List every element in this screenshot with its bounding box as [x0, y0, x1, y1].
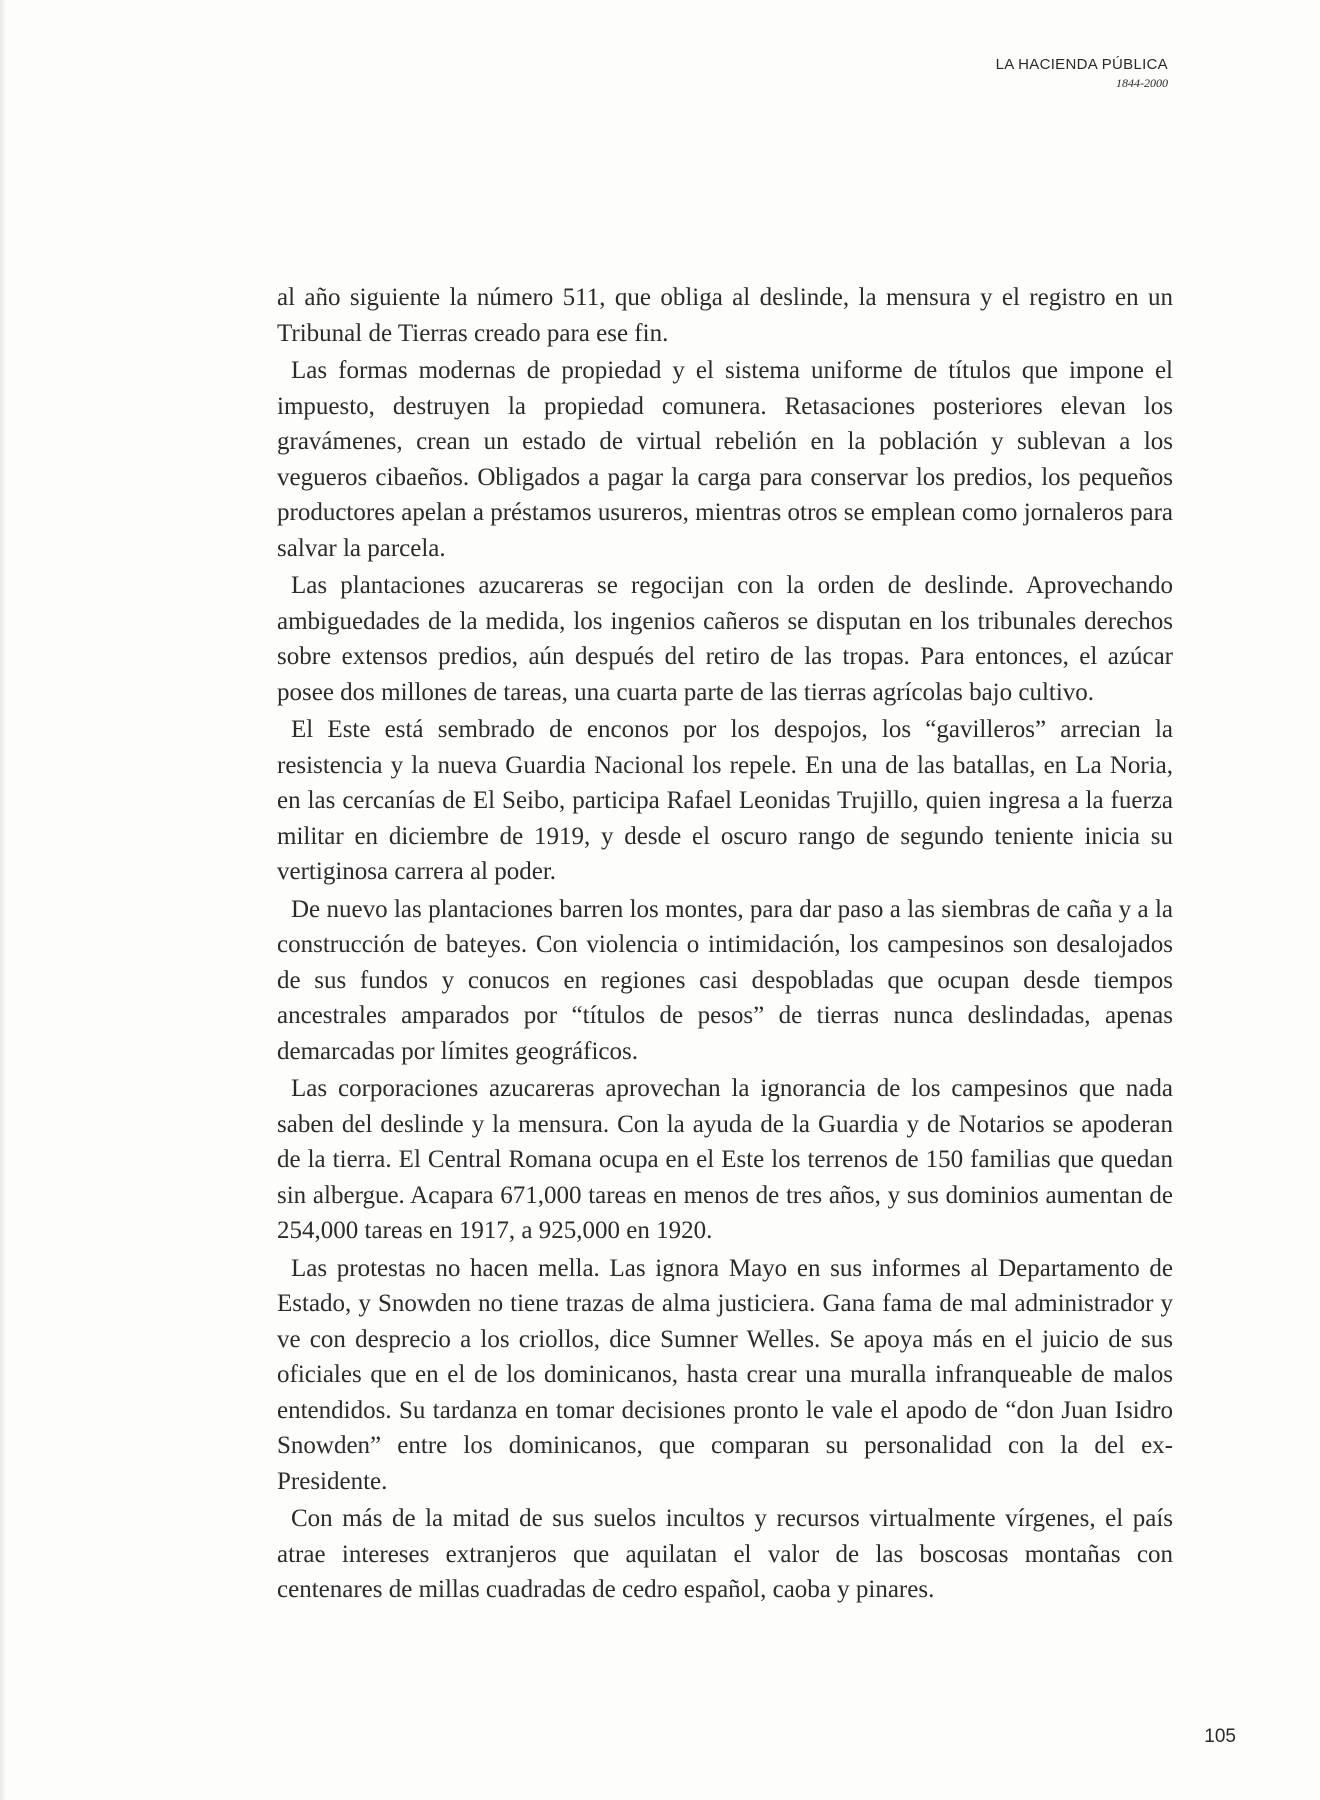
paragraph: Las protestas no hacen mella. Las ignora Mayo en sus informes al Departamento de Estado, y Snowden no tiene trazas de alma justiciera. Gana fama de mal administrador y ve con desprecio a los criollos, dice Sumner Welles. Se apoya más en el juicio de sus oficiales que en el de los dominicanos, hasta crear una muralla infranqueable de malos entendidos. Su tardanza en tomar decisiones pronto le vale el apodo de “don Juan Isidro Snowden” entre los dominicanos, que comparan su personalidad con la del ex-Presidente. [277, 1254, 1173, 1495]
paragraph: Las corporaciones azucareras aprovechan la ignorancia de los campesinos que nada saben del deslinde y la mensura. Con la ayuda de la Guardia y de Notarios se apoderan de la tierra. El Central Romana ocupa en el Este los terrenos de 150 familias que quedan sin albergue. Acapara 671,000 tareas en menos de tres años, y sus dominios aumentan de 254,000 tareas en 1917, a 925,000 en 1920. [277, 1075, 1173, 1244]
paragraph: al año siguiente la número 511, que obliga al deslinde, la mensura y el registro en un Tribunal de Tierras creado para ese fin. [277, 284, 1173, 347]
paragraph: De nuevo las plantaciones barren los montes, para dar paso a las siembras de caña y a la construcción de bateyes. Con violencia o intimidación, los campesinos son desalojados de sus fundos y conucos en regiones casi despobladas que ocupan desde tiempos ancestrales amparados por “títulos de pesos” de tierras nunca deslindadas, apenas demarcadas por límites geográficos. [277, 895, 1173, 1065]
paragraph: Las formas modernas de propiedad y el sistema uniforme de títulos que impone el impuesto, destruyen la propiedad comunera. Retasaciones posteriores elevan los gravámenes, crean un estado de virtual rebelión en la población y sublevan a los vegueros cibaeños. Obligados a pagar la carga para conservar los predios, los pequeños productores apelan a préstamos usureros, mientras otros se emplean como jornaleros para salvar la parcela. [277, 357, 1173, 562]
page-edge-shadow [0, 0, 6, 1800]
paragraph: Las plantaciones azucareras se regocijan con la orden de deslinde. Aprovechando ambiguedades de la medida, los ingenios cañeros se disputan en los tribunales derechos sobre extensos predios, aún después del retiro de las tropas. Para entonces, el azúcar posee dos millones de tareas, una cuarta parte de las tierras agrícolas bajo cultivo. [277, 572, 1173, 706]
paragraph: El Este está sembrado de enconos por los despojos, los “gavilleros” arrecian la resistencia y la nueva Guardia Nacional los repele. En una de las batallas, en La Noria, en las cercanías de El Seibo, participa Rafael Leonidas Trujillo, quien ingresa a la fuerza militar en diciembre de 1919, y desde el oscuro rango de segundo teniente inicia su vertiginosa carrera al poder. [277, 716, 1173, 885]
body-text [277, 280, 1173, 1610]
running-header-title: LA HACIENDA PÚBLICA [995, 56, 1168, 73]
running-header [996, 56, 1168, 91]
running-header-years: 1844-2000 [1116, 76, 1168, 90]
page-number: 105 [1204, 1726, 1236, 1747]
paragraph: Con más de la mitad de sus suelos incultos y recursos virtualmente vírgenes, el país atrae intereses extranjeros que aquilatan el valor de las boscosas montañas con centenares de millas cuadradas de cedro español, caoba y pinares. [277, 1505, 1173, 1603]
